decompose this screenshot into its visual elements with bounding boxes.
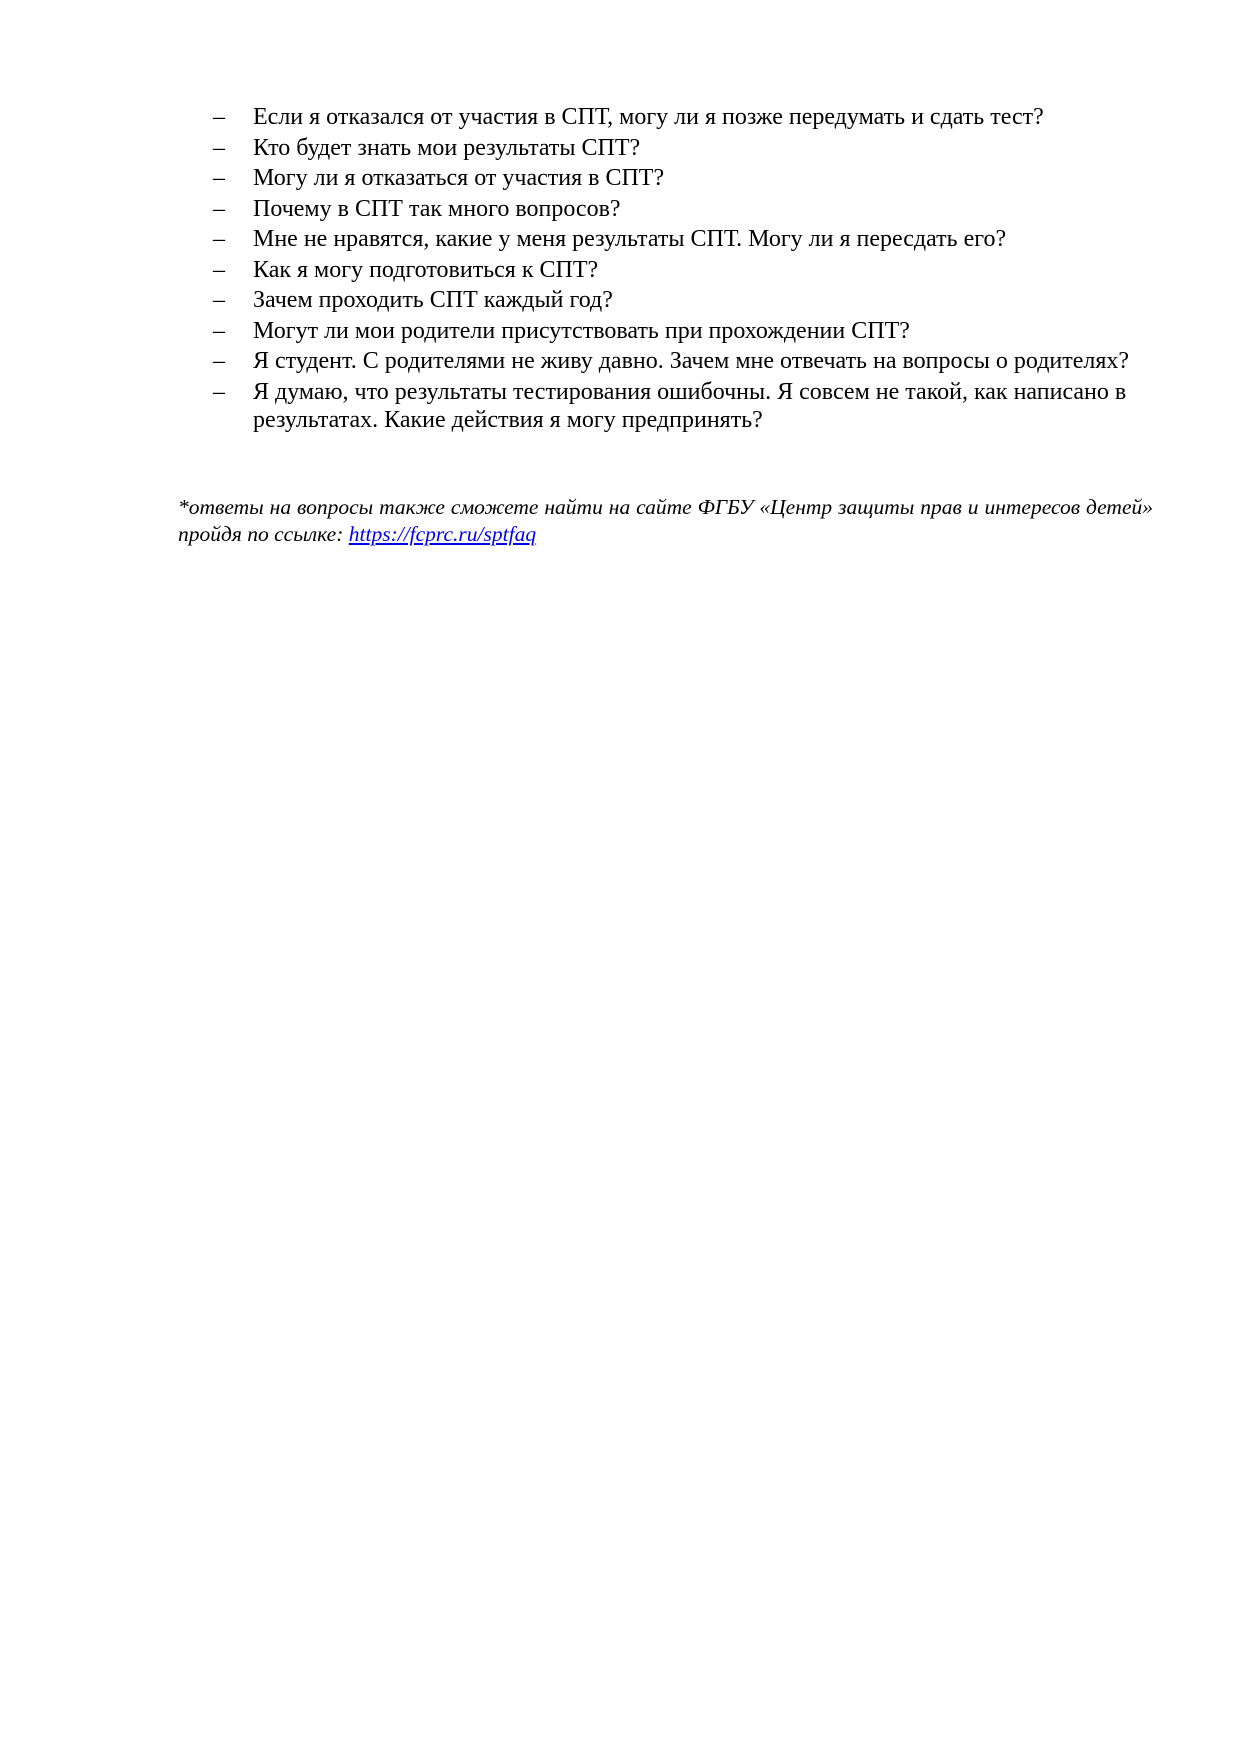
faq-question-item xyxy=(213,134,1153,163)
footnote-text: *ответы на вопросы также сможете найти на сайте ФГБУ «Центр защиты прав и интересов детей» пройдя по ссылке: xyxy=(178,495,1153,546)
faq-question-item xyxy=(213,256,1153,285)
faq-question-text: Мне не нравятся, какие у меня результаты СПТ. Могу ли я пересдать его? xyxy=(253,226,1007,252)
faq-question-item xyxy=(213,195,1153,224)
faq-question-text: Могут ли мои родители присутствовать при прохождении СПТ? xyxy=(253,317,910,344)
dash-bullet: – xyxy=(213,256,225,283)
faq-question-item xyxy=(213,225,1153,254)
faq-question-text: Я думаю, что результаты тестирования ошибочны. Я совсем не такой, как написано в результатах. Какие действия я могу предпринять? xyxy=(253,378,1127,433)
faq-question-text: Я студент. С родителями не живу давно. Зачем мне отвечать на вопросы о родителях? xyxy=(253,348,1130,374)
faq-link[interactable]: https://fcprc.ru/sptfaq xyxy=(348,522,537,546)
faq-question-text: Как я могу подготовиться к СПТ? xyxy=(253,256,599,283)
dash-bullet: – xyxy=(213,104,225,130)
dash-bullet: – xyxy=(213,226,225,252)
faq-question-text: Могу ли я отказаться от участия в СПТ? xyxy=(253,165,665,191)
dash-bullet: – xyxy=(213,134,225,161)
faq-question-item xyxy=(213,378,1153,435)
dash-bullet: – xyxy=(213,348,225,374)
faq-question-item xyxy=(213,164,1153,193)
dash-bullet: – xyxy=(213,378,225,405)
dash-bullet: – xyxy=(213,317,225,344)
faq-question-list xyxy=(213,103,1153,437)
faq-question-text: Кто будет знать мои результаты СПТ? xyxy=(253,134,641,161)
faq-question-text: Если я отказался от участия в СПТ, могу ли я позже передумать и сдать тест? xyxy=(253,104,1044,130)
faq-question-item xyxy=(213,347,1153,376)
faq-question-text: Зачем проходить СПТ каждый год? xyxy=(253,287,613,313)
dash-bullet: – xyxy=(213,195,225,222)
dash-bullet: – xyxy=(213,287,225,313)
faq-question-item xyxy=(213,103,1153,132)
faq-question-text: Почему в СПТ так много вопросов? xyxy=(253,195,621,222)
faq-question-item xyxy=(213,317,1153,346)
footnote xyxy=(178,494,1153,548)
faq-question-item xyxy=(213,286,1153,315)
dash-bullet: – xyxy=(213,165,225,191)
